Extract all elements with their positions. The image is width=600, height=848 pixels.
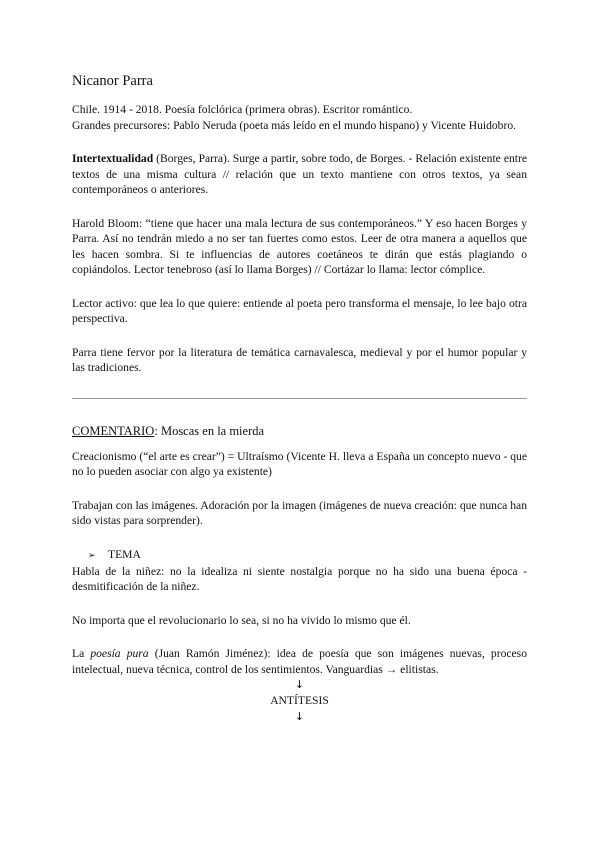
tema-paragraph: Habla de la niñez: no la idealiza ni siente nostalgia porque no ha sido una buena época - desmitificación de la niñez. xyxy=(72,564,527,593)
intertextualidad-paragraph xyxy=(72,151,527,198)
arrow-down-icon: ↓ xyxy=(294,678,305,691)
poesia-pura-term: poesía pura xyxy=(90,647,149,660)
arrow-down-icon: ↓ xyxy=(294,710,305,723)
revolucionario-paragraph: No importa que el revolucionario lo sea, si no ha vivido lo mismo que él. xyxy=(72,613,411,627)
comentario-heading xyxy=(72,423,527,439)
bloom-paragraph: Harold Bloom: “tiene que hacer una mala lectura de sus contemporáneos.” Y eso hacen Borges y Parra. Así no tendrán miedo a no ser tan fuertes como estos. Leer de otra manera a aquellos que les hacen sombra. Si te influencias de autores coetáneos te dirán que estás plagiando o copiándolos. Lector tenebroso (así lo llama Borges) // Cortázar lo llama: lector cómplice. xyxy=(72,216,527,276)
fervor-paragraph: Parra tiene fervor por la literatura de temática carnavalesca, medieval y por el humor popular y las tradiciones. xyxy=(72,345,527,374)
intertextualidad-text: (Borges, Parra). Surge a partir, sobre todo, de Borges. - Relación existente entre textos de una misma cultura // relación que un texto mantiene con otros textos, ya sean contemporáneos o anteriores. xyxy=(72,152,527,196)
antitesis-label: ANTÍTESIS xyxy=(270,694,329,707)
poesia-pura-text: (Juan Ramón Jiménez): idea de poesía que son imágenes nuevas, proceso intelectual, nueva técnica, control de los sentimientos. Vanguardias → elitistas. xyxy=(72,647,527,676)
lector-activo-paragraph: Lector activo: que lea lo que quiere: entiende al poeta pero transforma el mensaje, lo lee bajo otra perspectiva. xyxy=(72,296,527,325)
intertextualidad-term: Intertextualidad xyxy=(72,152,154,165)
arrowhead-bullet-icon: ➢ xyxy=(88,550,96,561)
creacionismo-paragraph: Creacionismo (“el arte es crear”) = Ultraísmo (Vicente H. lleva a España un concepto nuevo - que no lo pueden asociar con algo ya existente) xyxy=(72,449,527,478)
tema-label: TEMA xyxy=(108,547,141,561)
comentario-sep: : xyxy=(154,423,161,438)
poesia-pura-pre: La xyxy=(72,647,91,660)
intro-line-1: Chile. 1914 - 2018. Poesía folclórica (primera obras). Escritor romántico. xyxy=(72,103,413,116)
imagenes-paragraph: Trabajan con las imágenes. Adoración por la imagen (imágenes de nueva creación: que nunca han sido vistas para sorprender). xyxy=(72,498,527,527)
document-page xyxy=(72,72,527,725)
section-divider xyxy=(72,398,527,399)
intro-line-2: Grandes precursores: Pablo Neruda (poeta más leído en el mundo hispano) y Vicente Huidobro. xyxy=(72,118,517,132)
comentario-title: Moscas en la mierda xyxy=(160,423,265,438)
poesia-pura-paragraph xyxy=(72,646,527,677)
document-title: Nicanor Parra xyxy=(72,73,153,89)
tema-bullet-item xyxy=(88,547,527,564)
comentario-label: COMENTARIO xyxy=(72,423,155,438)
